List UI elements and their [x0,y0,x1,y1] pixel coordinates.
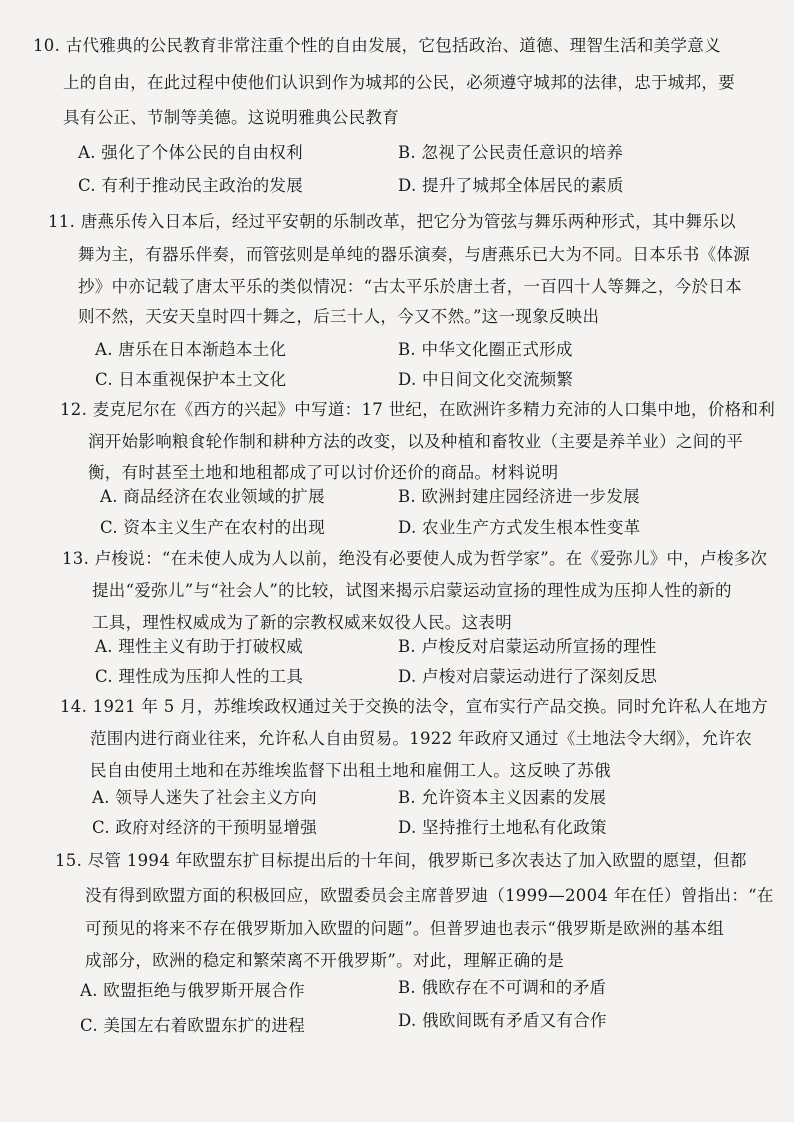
option-b[interactable]: B. 卢梭反对启蒙运动所宣扬的理性 [398,637,657,656]
option-c[interactable]: C. 日本重视保护本土文化 [95,370,287,389]
question-stem-line: 抄》中亦记载了唐太平乐的类似情况：“古太平乐於唐土者，一百四十人等舞之，今於日本 [78,277,742,296]
option-c[interactable]: C. 政府对经济的干预明显增强 [92,818,318,837]
stem-text: 卢梭说：“在未使人成为人以前，绝没有必要使人成为哲学家”。在《爱弥儿》中，卢梭多次 [94,549,768,568]
question-stem-line: 成部分，欧洲的稳定和繁荣离不开俄罗斯”。对此，理解正确的是 [85,951,565,970]
question-stem-line: 具有公正、节制等美德。这说明雅典公民教育 [63,108,399,127]
question-stem-line: 舞为主，有器乐伴奏，而管弦则是单纯的器乐演奏，与唐燕乐已大为不同。日本乐书《体源 [78,245,750,264]
option-b[interactable]: B. 欧洲封建庄园经济进一步发展 [398,487,640,506]
option-d[interactable]: D. 提升了城邦全体居民的素质 [398,176,624,195]
question-stem-line: 工具，理性权威成为了新的宗教权威来奴役人民。这表明 [92,613,512,632]
option-d[interactable]: D. 俄欧间既有矛盾又有合作 [398,1011,607,1030]
question-number: 10. [33,36,61,55]
question-stem-line [55,850,747,872]
option-c[interactable]: C. 有利于推动民主政治的发展 [78,176,304,195]
question-stem-line [33,35,721,57]
option-a[interactable]: A. 强化了个体公民的自由权利 [78,143,303,162]
option-a[interactable]: A. 领导人迷失了社会主义方向 [92,788,317,807]
stem-text: 唐燕乐传入日本后，经过平安朝的乐制改革，把它分为管弦与舞乐两种形式，其中舞乐以 [80,212,736,231]
question-number: 12. [60,400,88,419]
question-stem-line: 提出“爱弥儿”与“社会人”的比较，试图来揭示启蒙运动宣扬的理性成为压抑人性的新的 [92,581,732,600]
question-stem-line: 上的自由，在此过程中使他们认识到作为城邦的公民，必须遵守城邦的法律，忠于城邦，要 [63,73,735,92]
stem-text: 麦克尼尔在《西方的兴起》中写道：17 世纪，在欧洲许多精力充沛的人口集中地，价格和利 [92,400,776,419]
option-d[interactable]: D. 坚持推行土地私有化政策 [398,818,607,837]
question-stem-line: 可预见的将来不存在俄罗斯加入欧盟的问题”。但普罗迪也表示“俄罗斯是欧洲的基本组 [85,919,725,938]
option-c[interactable]: C. 资本主义生产在农村的出现 [100,518,326,537]
option-d[interactable]: D. 农业生产方式发生根本性变革 [398,518,641,537]
option-b[interactable]: B. 中华文化圈正式形成 [398,340,573,359]
option-c[interactable]: C. 理性成为压抑人性的工具 [95,667,304,686]
option-a[interactable]: A. 理性主义有助于打破权威 [95,637,304,656]
question-stem-line: 则不然，天安天皇时四十舞之，后三十人，今又不然。”这一现象反映出 [78,307,600,326]
question-number: 13. [62,549,90,568]
stem-text: 尽管 1994 年欧盟东扩目标提出后的十年间，俄罗斯已多次表达了加入欧盟的愿望，但都 [87,851,747,870]
option-d[interactable]: D. 卢梭对启蒙运动进行了深刻反思 [398,667,658,686]
stem-text: 1921 年 5 月，苏维埃政权通过关于交换的法令，宣布实行产品交换。同时允许私人在地方 [92,697,769,716]
option-c[interactable]: C. 美国左右着欧盟东扩的进程 [80,1016,306,1035]
question-stem-line: 范围内进行商业往来，允许私人自由贸易。1922 年政府又通过《土地法令大纲》，允许农 [90,729,753,748]
question-number: 15. [55,851,83,870]
option-b[interactable]: B. 忽视了公民责任意识的培养 [398,143,624,162]
option-b[interactable]: B. 俄欧存在不可调和的矛盾 [398,978,607,997]
question-stem-line: 民自由使用土地和在苏维埃监督下出租土地和雇佣工人。这反映了苏俄 [90,761,611,780]
question-stem-line [60,696,768,718]
stem-text: 古代雅典的公民教育非常注重个性的自由发展，它包括政治、道德、理智生活和美学意义 [65,36,721,55]
option-a[interactable]: A. 欧盟拒绝与俄罗斯开展合作 [80,981,305,1000]
question-stem-line: 没有得到欧盟方面的积极回应，欧盟委员会主席普罗迪（1999—2004 年在任）曾指出：“在 [85,886,774,905]
option-a[interactable]: A. 商品经济在农业领域的扩展 [100,487,325,506]
question-stem-line: 衡，有时甚至土地和地租都成了可以讨价还价的商品。材料说明 [88,463,559,482]
option-a[interactable]: A. 唐乐在日本渐趋本土化 [95,340,287,359]
question-number: 11. [48,212,76,231]
question-stem-line [60,399,775,421]
option-d[interactable]: D. 中日间文化交流频繁 [398,370,574,389]
question-stem-line [48,211,736,233]
option-b[interactable]: B. 允许资本主义因素的发展 [398,788,607,807]
question-stem-line [62,548,767,570]
question-stem-line: 润开始影响粮食轮作制和耕种方法的改变，以及种植和畜牧业（主要是养羊业）之间的平 [88,432,744,451]
question-number: 14. [60,697,88,716]
